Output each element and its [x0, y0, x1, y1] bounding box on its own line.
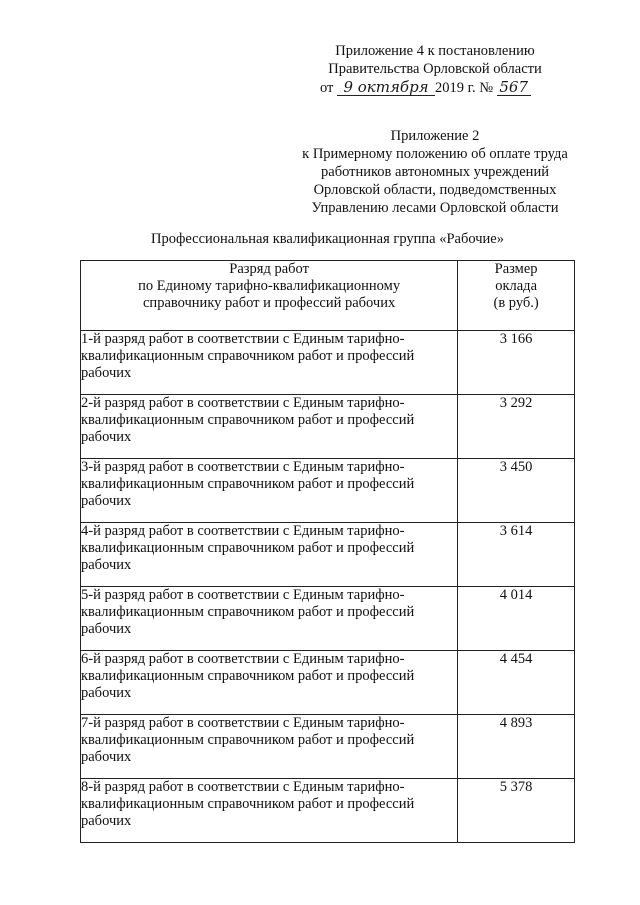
- header-salary-line1: Размер: [494, 261, 538, 277]
- row-grade-line3: рабочих: [81, 365, 132, 381]
- row-grade-line2: квалификационным справочником работ и профессий: [81, 476, 415, 492]
- header-grade-line1: Разряд работ: [229, 261, 309, 277]
- table-row: [81, 395, 575, 459]
- row-grade: [81, 395, 458, 459]
- table-row: [81, 715, 575, 779]
- row-grade-line3: рабочих: [81, 813, 132, 829]
- header-salary: [458, 261, 575, 331]
- row-salary: 4 893: [458, 715, 575, 779]
- row-grade-line2: квалификационным справочником работ и профессий: [81, 540, 415, 556]
- table-header-row: [81, 261, 575, 331]
- row-grade: [81, 779, 458, 843]
- row-grade-line3: рабочих: [81, 621, 132, 637]
- appendix-second-line4: Орловской области, подведомственных: [313, 182, 557, 198]
- row-grade: [81, 331, 458, 395]
- row-grade-line2: квалификационным справочником работ и профессий: [81, 348, 415, 364]
- row-grade-line1: 8-й разряд работ в соответствии с Единым тарифно-: [81, 779, 405, 795]
- appendix-top-line1: Приложение 4 к постановлению: [335, 43, 535, 59]
- section-title: Профессиональная квалификационная группа «Рабочие»: [151, 231, 504, 247]
- appendix-top-line2: Правительства Орловской области: [328, 61, 542, 77]
- year-text: 2019 г. №: [435, 80, 494, 96]
- appendix-second-line5: Управлению лесами Орловской области: [311, 200, 559, 216]
- row-grade: [81, 523, 458, 587]
- table-row: [81, 523, 575, 587]
- row-grade: [81, 459, 458, 523]
- appendix-second-line1: Приложение 2: [390, 128, 480, 144]
- row-salary: 3 450: [458, 459, 575, 523]
- row-grade-line1: 4-й разряд работ в соответствии с Единым тарифно-: [81, 523, 405, 539]
- row-grade-line2: квалификационным справочником работ и профессий: [81, 604, 415, 620]
- row-grade-line1: 7-й разряд работ в соответствии с Единым тарифно-: [81, 715, 405, 731]
- row-grade-line2: квалификационным справочником работ и профессий: [81, 668, 415, 684]
- table-row: [81, 587, 575, 651]
- row-grade: [81, 715, 458, 779]
- row-salary: 3 614: [458, 523, 575, 587]
- row-grade-line2: квалификационным справочником работ и профессий: [81, 732, 415, 748]
- header-grade-line2: по Единому тарифно-квалификационному: [138, 278, 401, 294]
- row-grade-line3: рабочих: [81, 685, 132, 701]
- row-grade-line3: рабочих: [81, 749, 132, 765]
- header-grade-line3: справочнику работ и профессий рабочих: [143, 295, 396, 311]
- row-grade: [81, 651, 458, 715]
- date-prefix: от: [320, 80, 334, 96]
- table-row: [81, 651, 575, 715]
- table-row: [81, 331, 575, 395]
- salary-table: [80, 260, 575, 843]
- table-row: [81, 459, 575, 523]
- row-grade: [81, 587, 458, 651]
- row-salary: 5 378: [458, 779, 575, 843]
- row-grade-line3: рабочих: [81, 429, 132, 445]
- header-grade: [81, 261, 458, 331]
- row-grade-line3: рабочих: [81, 493, 132, 509]
- date-handwritten: 9 октября: [343, 78, 429, 96]
- header-salary-line3: (в руб.): [493, 295, 539, 311]
- date-field: [337, 80, 435, 96]
- row-grade-line2: квалификационным справочником работ и профессий: [81, 412, 415, 428]
- appendix-top-date-line: [320, 79, 531, 97]
- row-salary: 3 292: [458, 395, 575, 459]
- table-row: [81, 779, 575, 843]
- row-grade-line2: квалификационным справочником работ и профессий: [81, 796, 415, 812]
- row-grade-line1: 5-й разряд работ в соответствии с Единым тарифно-: [81, 587, 405, 603]
- appendix-second-line2: к Примерному положению об оплате труда: [302, 146, 568, 162]
- row-grade-line1: 2-й разряд работ в соответствии с Единым тарифно-: [81, 395, 405, 411]
- number-handwritten: 567: [499, 78, 528, 96]
- row-salary: 3 166: [458, 331, 575, 395]
- row-salary: 4 014: [458, 587, 575, 651]
- row-grade-line1: 3-й разряд работ в соответствии с Единым тарифно-: [81, 459, 405, 475]
- appendix-second-line3: работников автономных учреждений: [321, 164, 549, 180]
- header-salary-line2: оклада: [495, 278, 537, 294]
- number-field: [497, 80, 531, 96]
- row-grade-line3: рабочих: [81, 557, 132, 573]
- row-grade-line1: 6-й разряд работ в соответствии с Единым тарифно-: [81, 651, 405, 667]
- row-grade-line1: 1-й разряд работ в соответствии с Единым тарифно-: [81, 331, 405, 347]
- row-salary: 4 454: [458, 651, 575, 715]
